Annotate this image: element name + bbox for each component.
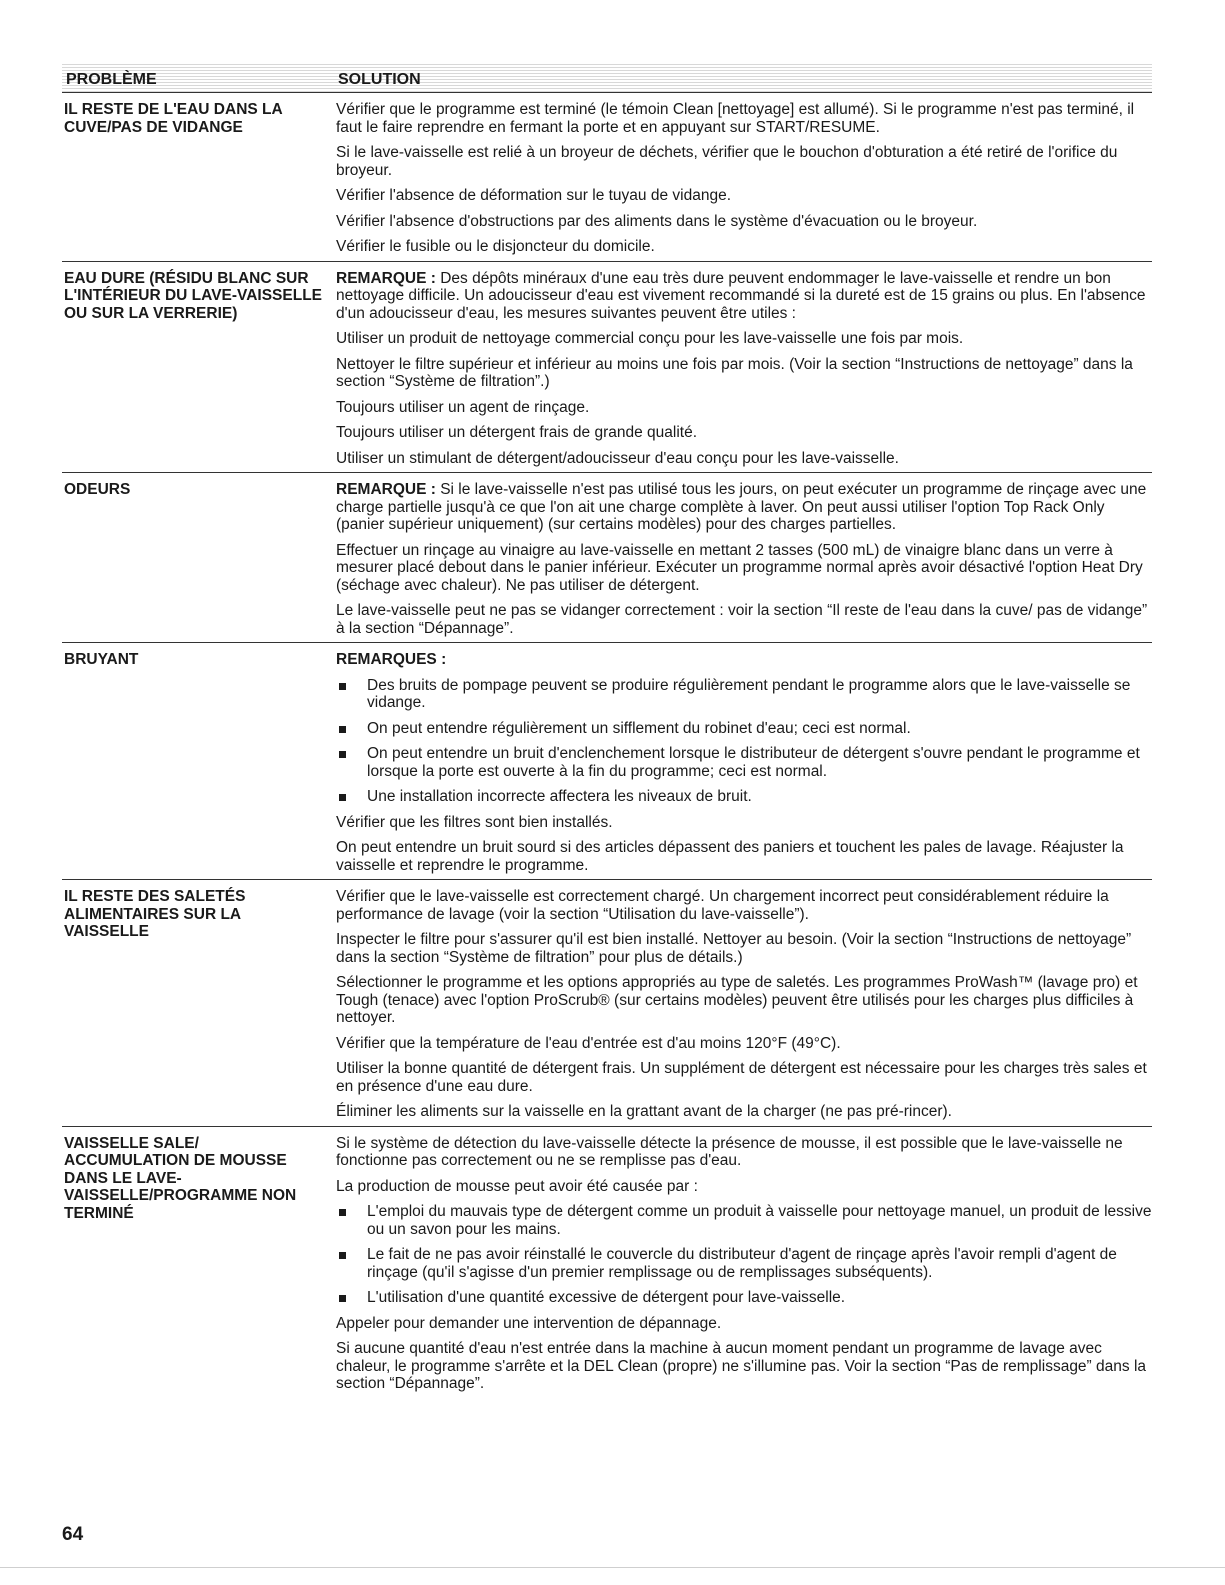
- page-number: 64: [62, 1524, 84, 1545]
- solution-paragraph: Vérifier l'absence d'obstructions par des aliments dans le système d'évacuation ou le broyeur.: [336, 212, 978, 230]
- solution-paragraph: Inspecter le filtre pour s'assurer qu'il est bien installé. Nettoyer au besoin. (Voir la section “Instructions de nettoyage” dans la section “Système de filtration” pour plus de détails.): [336, 931, 1132, 966]
- solution-paragraph: Si le système de détection du lave-vaisselle détecte la présence de mousse, il est possible que le lave-vaisselle ne fonctionne pas correctement ou ne se remplisse pas d'eau.: [336, 1134, 1123, 1169]
- note-text: Si le lave-vaisselle n'est pas utilisé tous les jours, on peut exécuter un programme de rinçage avec une charge partielle jusqu'à ce que l'on ait une charge complète à laver. On peut aussi utiliser l'option Top Rack Only (panier supérieur uniquement) (sur certains modèles) pour des charges partielles.: [336, 481, 1147, 533]
- solution-paragraph: Vérifier le fusible ou le disjoncteur du domicile.: [336, 238, 655, 255]
- solution-paragraph: Vérifier que le programme est terminé (le témoin Clean [nettoyage] est allumé). Si le programme n'est pas terminé, il faut le faire reprendre en fermant la porte et en appuyant sur START/RESUME.: [336, 101, 1135, 136]
- problem-title: ODEURS: [64, 481, 131, 498]
- problem-column-header: PROBLÈME: [66, 71, 157, 88]
- solution-paragraph: Sélectionner le programme et les options appropriés au type de saletés. Les programmes ProWash™ (lavage pro) et Tough (tenace) avec l'option ProScrub® (sur certains modèles) peuvent être utilisés pour les charges plus difficiles à nettoyer.: [336, 974, 1138, 1026]
- bullet-square-icon: [339, 1295, 346, 1302]
- solution-paragraph: Toujours utiliser un détergent frais de grande qualité.: [336, 424, 698, 441]
- problem-title: EAU DURE (RÉSIDU BLANC SUR L'INTÉRIEUR DU LAVE-VAISSELLE OU SUR LA VERRERIE): [64, 269, 323, 322]
- list-item: [336, 677, 1152, 712]
- solution-paragraph: Vérifier l'absence de déformation sur le tuyau de vidange.: [336, 187, 732, 204]
- solution-paragraph: Toujours utiliser un agent de rinçage.: [336, 398, 590, 416]
- table-row: [62, 473, 1152, 643]
- solution-paragraph: Si le lave-vaisselle est relié à un broyeur de déchets, vérifier que le bouchon d'obturation a été retiré de l'orifice du broyeur.: [336, 144, 1118, 179]
- note-label: REMARQUE :: [336, 269, 436, 287]
- table-row: [62, 1127, 1152, 1398]
- list-item-text: Des bruits de pompage peuvent se produire régulièrement pendant le programme alors que le lave-vaisselle se vidange.: [367, 676, 1131, 711]
- solution-cell: [336, 888, 1152, 1121]
- solution-paragraph: Effectuer un rinçage au vinaigre au lave-vaisselle en mettant 2 tasses (500 mL) de vinaigre blanc dans un verre à mesurer placé debout dans le panier inférieur. Exécuter un programme normal après avoir désactivé l'option Heat Dry (séchage avec chaleur). Ne pas utiliser de détergent.: [336, 541, 1143, 594]
- solution-paragraph: Utiliser la bonne quantité de détergent frais. Un supplément de détergent est nécessaire pour les charges très sales et en présence d'une eau dure.: [336, 1060, 1147, 1095]
- solution-cell: [336, 101, 1152, 256]
- list-item-text: L'utilisation d'une quantité excessive de détergent pour lave-vaisselle.: [367, 1289, 846, 1306]
- solution-paragraph: Nettoyer le filtre supérieur et inférieur au moins une fois par mois. (Voir la section “Instructions de nettoyage” dans la section “Système de filtration”.): [336, 355, 1133, 390]
- solution-cell: [336, 481, 1152, 637]
- solution-paragraph: Vérifier que la température de l'eau d'entrée est d'au moins 120°F (49°C).: [336, 1034, 841, 1052]
- bullet-square-icon: [339, 683, 346, 690]
- solution-paragraph: Appeler pour demander une intervention de dépannage.: [336, 1314, 722, 1332]
- table-header: [62, 62, 1152, 93]
- bullet-square-icon: [339, 1209, 346, 1216]
- bullet-square-icon: [339, 794, 346, 801]
- note-label: REMARQUE :: [336, 481, 436, 498]
- list-item-text: On peut entendre un bruit d'enclenchement lorsque le distributeur de détergent s'ouvre pendant le programme et lorsque la porte est ouverte à la fin du programme; ceci est normal.: [367, 745, 1140, 780]
- list-item: [336, 1289, 1152, 1307]
- list-item-text: Une installation incorrecte affectera les niveaux de bruit.: [367, 788, 752, 805]
- solution-paragraph: On peut entendre un bruit sourd si des articles dépassent des paniers et touchent les pales de lavage. Réajuster la vaisselle et reprendre le programme.: [336, 839, 1124, 874]
- list-item-text: Le fait de ne pas avoir réinstallé le couvercle du distributeur d'agent de rinçage après l'avoir rempli d'agent de rinçage (qu'il s'agisse d'un premier remplissage ou de remplissages subséquents).: [367, 1246, 1117, 1281]
- list-item: [336, 788, 1152, 806]
- solution-paragraph: Utiliser un produit de nettoyage commercial conçu pour les lave-vaisselle une fois par mois.: [336, 330, 964, 347]
- solution-paragraph: Vérifier que les filtres sont bien installés.: [336, 813, 613, 831]
- bullet-square-icon: [339, 726, 346, 733]
- notes-heading: REMARQUES :: [336, 651, 447, 668]
- problem-title: VAISSELLE SALE/ ACCUMULATION DE MOUSSE DANS LE LAVE-VAISSELLE/PROGRAMME NON TERMINÉ: [64, 1134, 297, 1222]
- solution-cell: [336, 651, 1152, 874]
- list-item: [336, 720, 1152, 738]
- bullet-square-icon: [339, 751, 346, 758]
- note-paragraph: [336, 270, 1152, 323]
- solution-paragraph: La production de mousse peut avoir été causée par :: [336, 1177, 698, 1195]
- solution-cell: [336, 1135, 1152, 1393]
- solution-cell: [336, 270, 1152, 468]
- table-row: [62, 262, 1152, 474]
- list-item-text: L'emploi du mauvais type de détergent comme un produit à vaisselle pour nettoyage manuel, un produit de lessive ou un savon pour les mains.: [367, 1203, 1152, 1238]
- table-row: [62, 93, 1152, 262]
- table-row: [62, 880, 1152, 1127]
- solution-paragraph: Utiliser un stimulant de détergent/adoucisseur d'eau conçu pour les lave-vaisselle.: [336, 449, 899, 467]
- table-row: [62, 643, 1152, 880]
- solution-column-header: SOLUTION: [338, 71, 421, 88]
- solution-paragraph: Éliminer les aliments sur la vaisselle en la grattant avant de la charger (ne pas pré-rincer).: [336, 1103, 952, 1120]
- bullet-square-icon: [339, 1252, 346, 1259]
- list-item: [336, 1246, 1152, 1281]
- problem-title: BRUYANT: [64, 651, 139, 668]
- solution-paragraph: Le lave-vaisselle peut ne pas se vidanger correctement : voir la section “Il reste de l'eau dans la cuve/ pas de vidange” à la section “Dépannage”.: [336, 602, 1148, 637]
- problem-title: IL RESTE DE L'EAU DANS LA CUVE/PAS DE VIDANGE: [64, 101, 283, 136]
- list-item: [336, 1203, 1152, 1238]
- troubleshooting-table: [62, 62, 1152, 1398]
- problem-title: IL RESTE DES SALETÉS ALIMENTAIRES SUR LA VAISSELLE: [64, 888, 246, 940]
- list-item-text: On peut entendre régulièrement un sifflement du robinet d'eau; ceci est normal.: [367, 719, 911, 737]
- note-paragraph: [336, 481, 1152, 534]
- solution-paragraph: Si aucune quantité d'eau n'est entrée dans la machine à aucun moment pendant un programme de lavage avec chaleur, le programme s'arrête et la DEL Clean (propre) ne s'illumine pas. Voir la section “Pas de remplissage” dans la section “Dépannage”.: [336, 1340, 1147, 1392]
- solution-paragraph: Vérifier que le lave-vaisselle est correctement chargé. Un chargement incorrect peut considérablement réduire la performance de lavage (voir la section “Utilisation du lave-vaisselle”).: [336, 888, 1109, 923]
- page-edge-divider: [0, 1567, 1225, 1568]
- list-item: [336, 745, 1152, 780]
- note-text: Des dépôts minéraux d'une eau très dure peuvent endommager le lave-vaisselle et rendre un bon nettoyage difficile. Un adoucisseur d'eau est vivement recommandé si la dureté est de 15 grains ou plus. En l'absence d'un adoucisseur d'eau, les mesures suivantes peuvent être utiles :: [336, 269, 1146, 322]
